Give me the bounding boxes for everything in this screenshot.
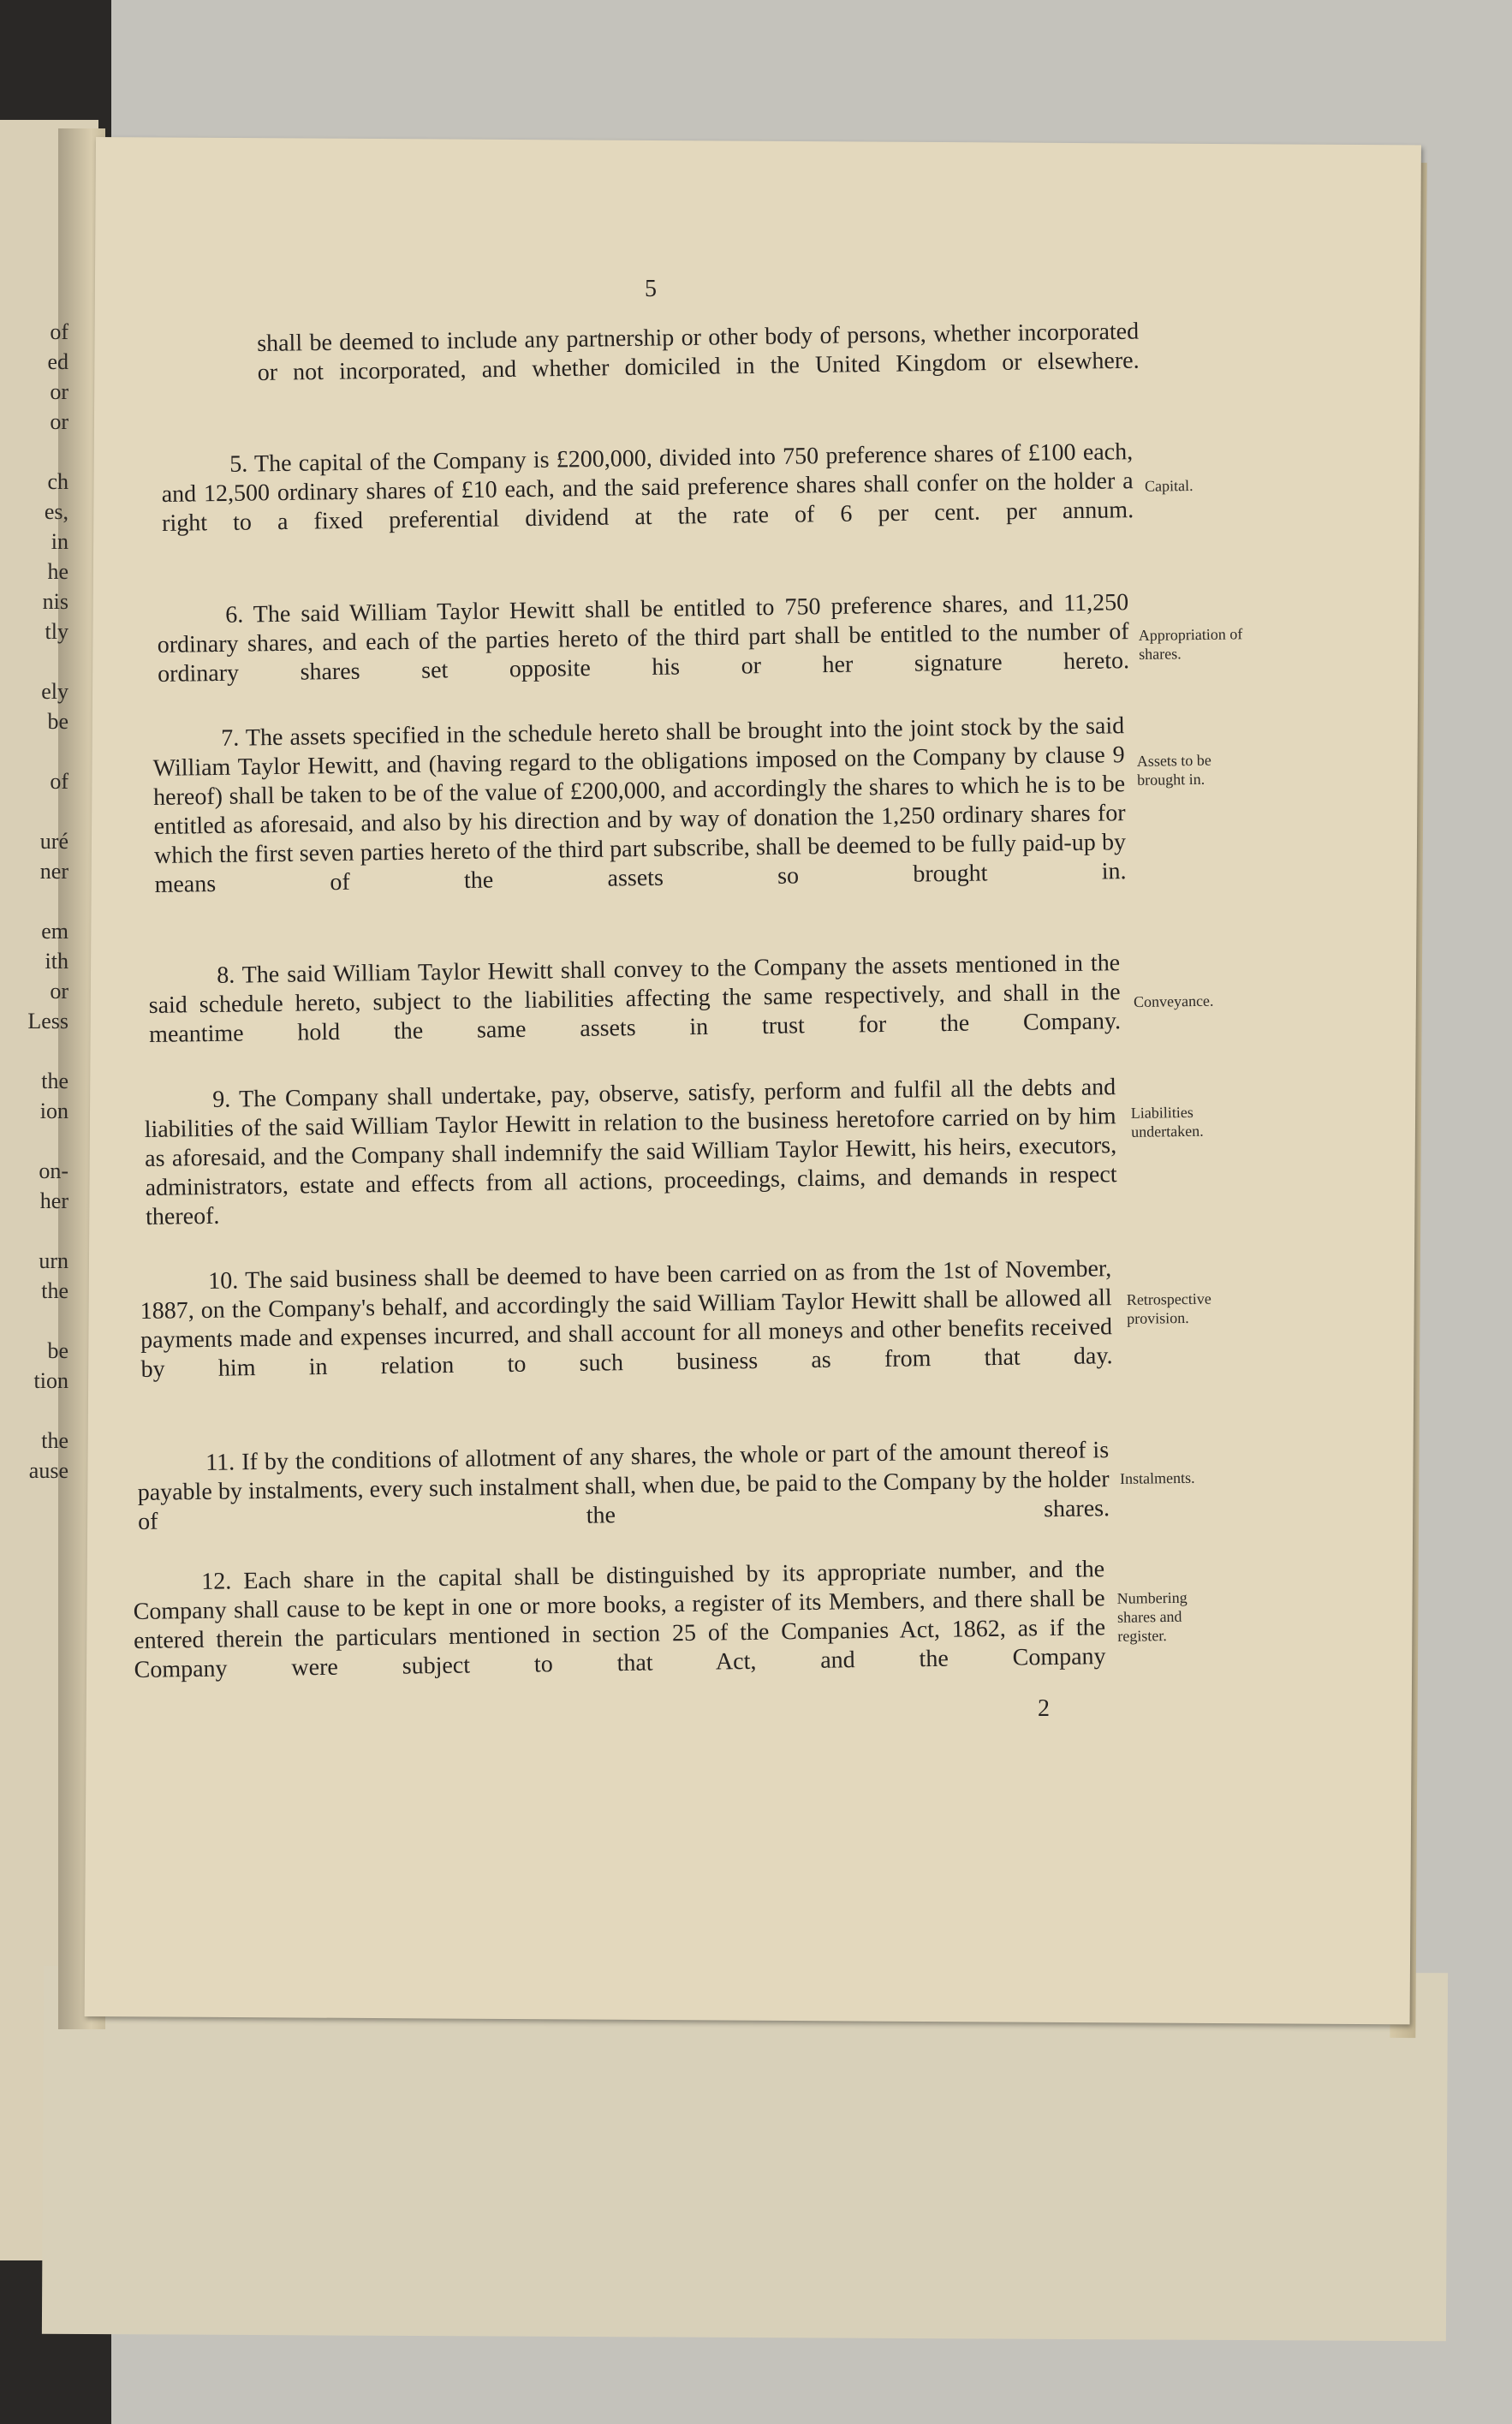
facing-page-fragment: in [51, 529, 68, 554]
page-number: 5 [645, 276, 657, 302]
facing-page-fragment [0, 437, 68, 467]
side-note-conveyance: Conveyance. [1133, 992, 1214, 1011]
side-note-numbering: Numbering shares and register. [1116, 1588, 1188, 1645]
facing-page-fragment: ed [47, 349, 68, 374]
sheet-signature: 2 [1038, 1695, 1050, 1722]
side-note-instalments: Instalments. [1119, 1468, 1195, 1487]
facing-page-fragment: ner [39, 859, 68, 884]
side-note-appropriation: Appropriation of shares. [1138, 625, 1243, 664]
facing-page-fragment: ch [47, 469, 68, 494]
facing-page-text [0, 317, 68, 1486]
facing-page-fragment: nis [42, 589, 68, 614]
facing-page-fragment: or [50, 409, 68, 434]
paragraph-9-liabilities: 9. The Company shall undertake, pay, observe, satisfy, perform and fulfil all the debts and liabilities of the said William Taylor Hewitt in relation to the business heretofore carried on by him as aforesaid, and the Company shall indemnify the said William Taylor Hewitt, his heirs, executors, administrators, estate and effects from all actions, proceedings, claims, and demands in respect thereof. [144, 1074, 1117, 1230]
facing-page-fragment [0, 886, 68, 916]
paragraph-5-capital: 5. The capital of the Company is £200,000, divided into 750 preference shares of £100 each, and 12,500 ordinary shares of £10 each, and the said preference shares shall confer on the holder a right to a fixed preferential dividend at the rate of 6 per cent. per annum. [161, 438, 1134, 537]
facing-page-fragment: of [50, 319, 68, 344]
facing-page-fragment: her [39, 1188, 68, 1213]
side-note-assets: Assets to be brought in. [1136, 751, 1211, 789]
facing-page-fragment: or [50, 379, 68, 404]
paragraph-10-retrospective: 10. The said business shall be deemed to have been carried on as from the 1st of November, 1887, on the Company's behalf, and accordingly the said William Taylor Hewitt shall be allowed all payments made and expenses incurred, and shall account for all moneys and other benefits received by him in relation to such business as from that day. [140, 1255, 1113, 1383]
facing-page-fragment: ith [45, 949, 68, 974]
paragraph-7-assets: 7. The assets specified in the schedule hereto shall be brought into the joint stock by the said William Taylor Hewitt, and (having regard to the obligations imposed on the Company by clause 9 hereof) shall be taken to be of the value of £200,000, and accordingly the shares to which he is to be entitled as aforesaid, and also by his direction and by way of donation the 1,250 ordinary shares for which the first seven parties hereto of the third part subscribe, shall be deemed to be fully paid-up by means of the assets so brought in. [152, 712, 1127, 898]
paragraph-6-appropriation: 6. The said William Taylor Hewitt shall be entitled to 750 preference shares, and 11,250 ordinary shares, and each of the parties hereto of the third part shall be entitled to the number of ordinary shares set opposite his or her signature hereto. [157, 589, 1130, 688]
facing-page-fragment [0, 646, 68, 676]
facing-page-fragment [0, 1396, 68, 1426]
side-note-capital: Capital. [1144, 476, 1194, 495]
facing-page-fragment: es, [44, 499, 68, 524]
facing-page-fragment [0, 796, 68, 826]
facing-page-fragment [0, 1216, 68, 1246]
facing-page-fragment: he [47, 559, 68, 584]
facing-page-fragment [0, 736, 68, 766]
paragraph-11-instalments: 11. If by the conditions of allotment of any shares, the whole or part of the amount thereof is payable by instalments, every such instalment shall, when due, be paid to the Company by the holder of the shares. [137, 1437, 1110, 1535]
facing-page-fragment: of [50, 769, 68, 794]
facing-page-fragment: be [47, 709, 68, 734]
facing-page-fragment: tly [45, 619, 68, 644]
facing-page-fragment: tion [33, 1368, 68, 1393]
facing-page-fragment: ause [28, 1458, 68, 1483]
facing-page-fragment: Less [27, 1009, 68, 1033]
side-note-liabilities: Liabilities undertaken. [1130, 1103, 1204, 1141]
paragraph-12-numbering: 12. Each share in the capital shall be distinguished by its appropriate number, and the Company shall cause to be kept in one or more books, a register of its Members, and there shall be entered therein the particulars mentioned in section 25 of the Companies Act, 1862, as if the Company were subject to that Act, and the Company [133, 1556, 1106, 1683]
facing-page-fragment: be [47, 1338, 68, 1363]
facing-page-fragment: the [41, 1428, 68, 1453]
facing-page-fragment: ely [41, 679, 68, 704]
facing-page-fragment: on- [39, 1158, 68, 1183]
facing-page-fragment: the [41, 1278, 68, 1303]
facing-page-fragment: urn [39, 1248, 68, 1273]
facing-page-fragment [0, 1036, 68, 1066]
paragraph-8-conveyance: 8. The said William Taylor Hewitt shall convey to the Company the assets mentioned in the said schedule hereto, subject to the liabilities affecting the same respectively, and shall in the meantime hold the same assets in trust for the Company. [148, 950, 1122, 1048]
side-note-retrospective: Retrospective provision. [1126, 1289, 1211, 1327]
facing-page-fragment: uré [39, 829, 68, 854]
facing-page-fragment: em [41, 919, 68, 944]
facing-page-fragment: ion [39, 1099, 68, 1123]
facing-page-fragment: or [50, 979, 68, 1004]
paragraph-4-continuation: shall be deemed to include any partnership or other body of persons, whether incorporated or not incorporated, and whether domiciled in the United Kingdom or elsewhere. [257, 318, 1140, 386]
facing-page-fragment [0, 1126, 68, 1156]
facing-page-fragment: the [41, 1069, 68, 1093]
facing-page-fragment [0, 1306, 68, 1336]
